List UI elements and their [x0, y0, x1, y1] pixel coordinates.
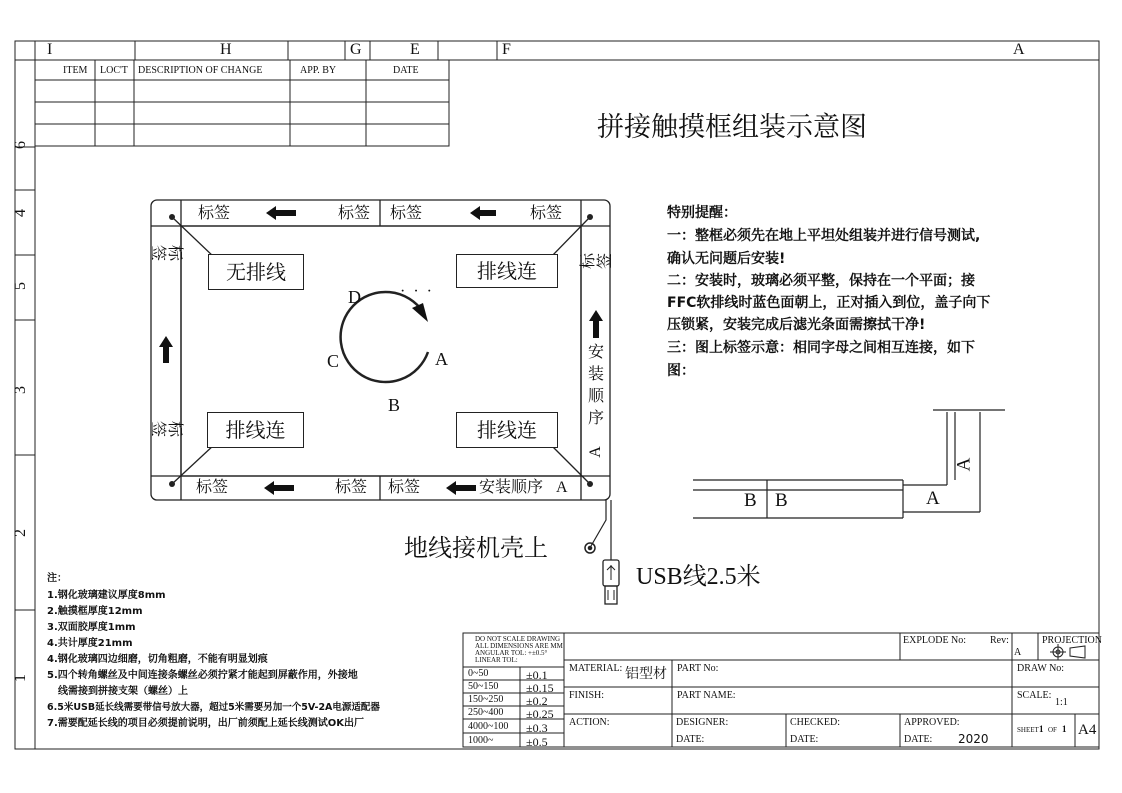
- reminder-line: 压锁紧，安装完成后滤光条面需擦拭干净!: [667, 317, 926, 333]
- tag-label: 标签: [196, 479, 229, 496]
- date-label: DATE:: [790, 734, 819, 745]
- zone-label: A: [1013, 41, 1025, 58]
- sheet-of: OF: [1048, 726, 1057, 734]
- tag-label: 标签: [335, 479, 368, 496]
- rotation-arrowhead-icon: [412, 303, 428, 322]
- screw-top-left: [169, 214, 175, 220]
- install-order-label: 安装顺序: [479, 479, 544, 496]
- rotation-label-a: A: [435, 349, 448, 369]
- usb-plug-icon: [603, 560, 619, 604]
- rotation-label-d: D: [348, 287, 361, 307]
- screw-bottom-left: [169, 481, 175, 487]
- usb-label: USB线2.5米: [636, 564, 761, 590]
- tag-label: 标签: [388, 479, 421, 496]
- material-label: MATERIAL:: [569, 663, 623, 674]
- finish-label: FINISH:: [569, 690, 605, 701]
- arrow-left-icon: [470, 206, 496, 220]
- zone-label: G: [350, 41, 362, 58]
- tol-range: 4000~100: [468, 721, 509, 732]
- tol-header: LINEAR TOL:: [475, 656, 518, 664]
- cable-connect-box-right: 排线连: [456, 412, 558, 448]
- tol-header: ANGULAR TOL: +±0.5°: [475, 649, 548, 657]
- arrow-left-icon: [446, 481, 476, 495]
- cable-connect-box-top: 排线连: [456, 254, 558, 288]
- zone-label: I: [47, 41, 53, 58]
- tag-label: 标签: [149, 421, 183, 438]
- tol-value: ±0.2: [526, 694, 548, 708]
- reminder-line: 三：图上标签示意：相同字母之间相互连接，如下: [667, 340, 975, 356]
- approved-label: APPROVED:: [904, 717, 960, 728]
- sheet-number: 1: [1039, 724, 1044, 734]
- tag-label: 标签: [338, 205, 371, 222]
- rev-label: Rev:: [990, 635, 1009, 646]
- screw-bottom-right: [587, 481, 593, 487]
- cable-connect-box-left: 排线连: [207, 412, 304, 448]
- tol-range: 150~250: [468, 694, 504, 705]
- arrow-left-icon: [264, 481, 294, 495]
- scale-value: 1:1: [1055, 697, 1068, 708]
- note-item: 线需接到拼接支架（螺丝）上: [58, 686, 188, 697]
- rev-header-item: ITEM: [63, 65, 88, 76]
- designer-label: DESIGNER:: [676, 717, 729, 728]
- rev-header-app-by: APP. BY: [300, 65, 337, 76]
- reminder-line: 二：安装时，玻璃必须平整，保持在一个平面；接: [667, 273, 975, 289]
- tol-range: 1000~: [468, 735, 494, 746]
- rev-header-loc: LOC'T: [100, 65, 128, 76]
- ground-label: 地线接机壳上: [404, 536, 548, 562]
- detail-label-a: A: [953, 457, 975, 472]
- tol-range: 250~400: [468, 707, 504, 718]
- reminder-title: 特别提醒：: [667, 205, 737, 221]
- tol-value: ±0.3: [526, 721, 548, 735]
- sheet-prefix: SHEET: [1017, 726, 1039, 734]
- rev-header-description: DESCRIPTION OF CHANGE: [138, 65, 263, 76]
- rev-value: A: [1014, 647, 1022, 658]
- letter-a: A: [586, 446, 604, 458]
- zone-label: 4: [12, 209, 29, 217]
- tol-header: ALL DIMENSIONS ARE MM: [475, 642, 563, 650]
- draw-no-label: DRAW No:: [1017, 663, 1065, 674]
- note-item: 7.需要配延长线的项目必须提前说明，出厂前须配上延长线测试OK出厂: [47, 718, 365, 729]
- zone-label: 2: [12, 529, 29, 537]
- tol-range: 50~150: [468, 681, 499, 692]
- tol-value: ±0.15: [526, 681, 554, 695]
- install-order-vertical-label: 安装顺序: [588, 344, 605, 427]
- projection-label: PROJECTION: [1042, 635, 1103, 646]
- arrow-left-icon: [266, 206, 296, 220]
- drawing-title: 拼接触摸框组装示意图: [597, 112, 867, 142]
- projection-symbol-icon: [1050, 644, 1085, 660]
- zone-label: 5: [12, 282, 29, 290]
- note-item: 1.钢化玻璃建议厚度8mm: [47, 590, 166, 601]
- note-item: 5.四个转角螺丝及中间连接条螺丝必须拧紧才能起到屏蔽作用，外接地: [47, 670, 358, 681]
- rev-header-date: DATE: [393, 65, 419, 76]
- tol-value: ±0.1: [526, 668, 548, 682]
- zone-label: F: [502, 41, 511, 58]
- note-item: 4.钢化玻璃四边细磨，切角粗磨，不能有明显划痕: [47, 654, 268, 665]
- tag-label: 标签: [198, 205, 231, 222]
- ground-wire: [591, 500, 606, 546]
- no-cable-box: 无排线: [208, 254, 304, 290]
- zone-label: 1: [12, 674, 29, 682]
- zone-label: H: [220, 41, 232, 58]
- zone-label: 6: [12, 141, 29, 149]
- screw-top-right: [587, 214, 593, 220]
- tag-label: 标签: [390, 205, 423, 222]
- tol-value: ±0.5: [526, 735, 548, 749]
- sheet-total: 1: [1062, 724, 1067, 734]
- zone-label: 3: [12, 386, 29, 394]
- checked-label: CHECKED:: [790, 717, 840, 728]
- detail-label-a: A: [926, 488, 940, 509]
- scale-label: SCALE:: [1017, 690, 1052, 701]
- action-label: ACTION:: [569, 717, 610, 728]
- rotation-dots: · · ·: [400, 283, 434, 300]
- part-no-label: PART No:: [677, 663, 719, 674]
- paper-size: A4: [1078, 722, 1097, 738]
- part-name-label: PART NAME:: [677, 690, 736, 701]
- note-item: 4.共计厚度21mm: [47, 638, 133, 649]
- tag-label: 标签: [580, 252, 614, 269]
- detail-label-b: B: [775, 490, 788, 511]
- reminder-line: 图：: [667, 363, 695, 379]
- note-item: 3.双面胶厚度1mm: [47, 622, 136, 633]
- reminder-line: FFC软排线时蓝色面朝上，正对插入到位，盖子向下: [667, 295, 991, 311]
- letter-a: A: [556, 479, 568, 496]
- date-label: DATE:: [676, 734, 705, 745]
- note-item: 2.触摸框厚度12mm: [47, 606, 143, 617]
- tag-label: 标签: [149, 245, 183, 262]
- reminder-line: 确认无问题后安装!: [667, 251, 786, 267]
- touch-frame-panel: [151, 200, 610, 500]
- material-value: 铝型材: [625, 667, 667, 682]
- note-item: 6.5米USB延长线需要带信号放大器，超过5米需要另加一个5V-2A电源适配器: [47, 702, 380, 713]
- zone-label: E: [410, 41, 420, 58]
- date-label: DATE:: [904, 734, 933, 745]
- rotation-label-b: B: [388, 395, 401, 415]
- tol-header: DO NOT SCALE DRAWING: [475, 635, 561, 643]
- date-value: 2020: [958, 732, 989, 746]
- tol-value: ±0.25: [526, 707, 554, 721]
- tag-label: 标签: [530, 205, 563, 222]
- arrow-up-icon: [159, 336, 173, 363]
- reminder-line: 一：整框必须先在地上平坦处组装并进行信号测试,: [667, 228, 981, 244]
- tol-range: 0~50: [468, 668, 489, 679]
- notes-title: 注：: [47, 573, 67, 584]
- detail-label-b: B: [744, 490, 757, 511]
- rotation-label-c: C: [327, 351, 340, 371]
- explode-label: EXPLODE No:: [903, 635, 967, 646]
- arrow-up-icon: [589, 310, 603, 338]
